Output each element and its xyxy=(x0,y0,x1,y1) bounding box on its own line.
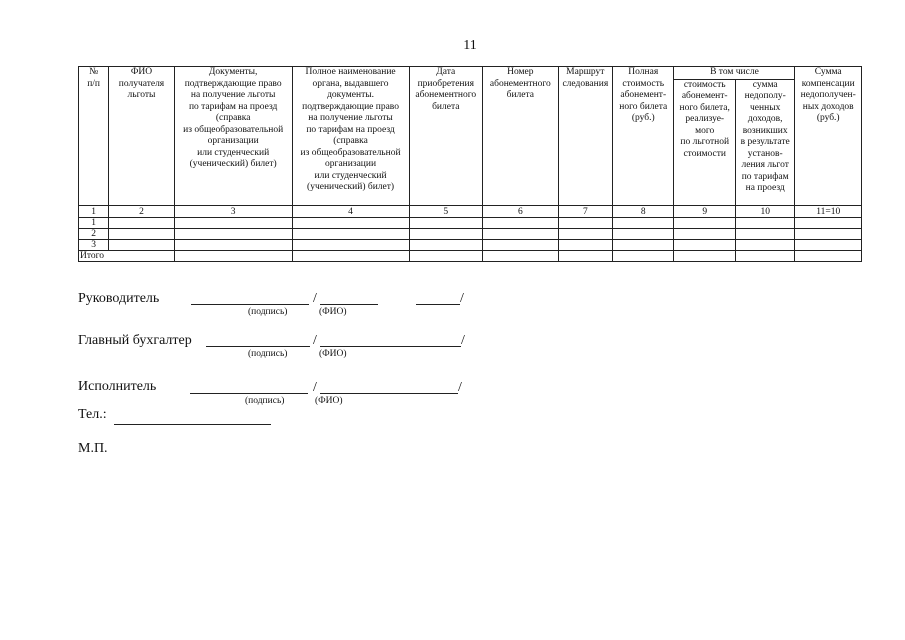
header-issuing-organization: Полное наименование органа, выдавшего документы. подтверждающие право на получение льготы по тарифам на проезд (справка из общеобразовательной организации или студенческий (ученический) билет) xyxy=(292,67,409,206)
row-number: 1 xyxy=(79,217,109,228)
table-row xyxy=(79,239,862,250)
slash: / xyxy=(313,380,317,395)
page-number: 11 xyxy=(463,38,477,53)
column-number: 1 xyxy=(79,205,109,217)
executor-name-line[interactable] xyxy=(320,393,458,394)
header-num: № п/п xyxy=(79,67,109,206)
column-number-row xyxy=(79,205,862,217)
header-including: В том числе xyxy=(674,67,795,80)
stamp-label: М.П. xyxy=(78,441,108,456)
row-number: 3 xyxy=(79,239,109,250)
phone-line[interactable] xyxy=(114,424,271,425)
signature-caption: (подпись) xyxy=(248,307,288,317)
header-fio: ФИО получателя льготы xyxy=(109,67,175,206)
slash: / xyxy=(458,380,462,395)
header-lost-income: сумма недополу- ченных доходов, возникших в результате установ- ления льгот по тарифам на проезд xyxy=(735,79,794,205)
header-compensation: Сумма компенсации недополучен- ных доходов (руб.) xyxy=(795,67,862,206)
column-number: 7 xyxy=(558,205,612,217)
slash: / xyxy=(460,291,464,306)
total-label: Итого xyxy=(79,250,175,261)
header-route: Маршрут следования xyxy=(558,67,612,206)
header-cost-sold: стоимость абонемент- ного билета, реализуе- мого по льготной стоимости xyxy=(674,79,735,205)
executor-label: Исполнитель xyxy=(78,379,157,394)
column-number: 4 xyxy=(292,205,409,217)
slash: / xyxy=(461,333,465,348)
header-ticket-number: Номер абонементного билета xyxy=(483,67,559,206)
name-caption: (ФИО) xyxy=(319,349,347,359)
header-full-cost: Полная стоимость абонемент- ного билета (руб.) xyxy=(613,67,674,206)
name-caption: (ФИО) xyxy=(319,307,347,317)
column-number: 2 xyxy=(109,205,175,217)
head-name-line-2[interactable] xyxy=(416,304,460,305)
column-number: 6 xyxy=(483,205,559,217)
column-number: 5 xyxy=(409,205,483,217)
column-number: 9 xyxy=(674,205,735,217)
phone-label: Тел.: xyxy=(78,407,107,422)
head-signature-line[interactable] xyxy=(191,304,309,305)
table-row xyxy=(79,228,862,239)
header-documents: Документы, подтверждающие право на получение льготы по тарифам на проезд (справка из общеобразовательной организации или студенческий (ученический) билет) xyxy=(174,67,292,206)
executor-signature-line[interactable] xyxy=(190,393,308,394)
chief-accountant-signature-line[interactable] xyxy=(206,346,310,347)
table-row xyxy=(79,217,862,228)
column-number: 8 xyxy=(613,205,674,217)
header-row-1 xyxy=(79,67,862,80)
slash: / xyxy=(313,333,317,348)
header-purchase-date: Дата приобретения абонементного билета xyxy=(409,67,483,206)
head-label: Руководитель xyxy=(78,291,160,306)
row-number: 2 xyxy=(79,228,109,239)
chief-accountant-label: Главный бухгалтер xyxy=(78,333,192,348)
column-number: 3 xyxy=(174,205,292,217)
report-table xyxy=(78,66,862,262)
total-row xyxy=(79,250,862,261)
signature-caption: (подпись) xyxy=(245,396,285,406)
chief-accountant-name-line[interactable] xyxy=(320,346,461,347)
slash: / xyxy=(313,291,317,306)
column-number: 11=10 xyxy=(795,205,862,217)
column-number: 10 xyxy=(735,205,794,217)
head-name-line[interactable] xyxy=(320,304,378,305)
name-caption: (ФИО) xyxy=(315,396,343,406)
signature-caption: (подпись) xyxy=(248,349,288,359)
